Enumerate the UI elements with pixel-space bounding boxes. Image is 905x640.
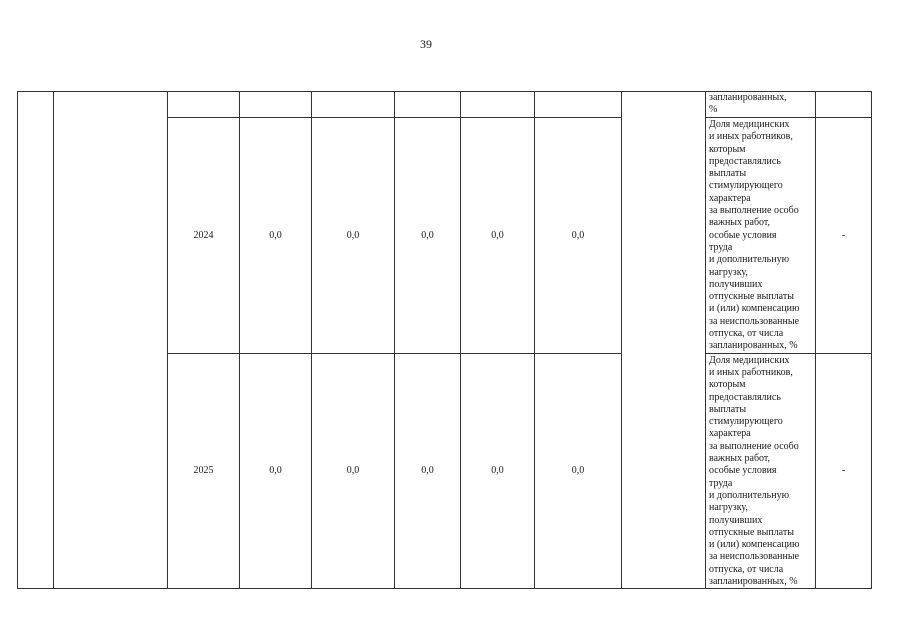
value-cell: 0,0 [312, 353, 395, 589]
indicator-target [816, 92, 872, 118]
value-cell: 0,0 [461, 118, 535, 354]
indicator-description: запланированных, % [706, 92, 816, 118]
measure-name-cell [54, 92, 168, 589]
indicator-target: - [816, 118, 872, 354]
value-cell: 0,0 [535, 118, 622, 354]
year-cell: 2024 [168, 118, 240, 354]
year-cell [168, 92, 240, 118]
value-cell: 0,0 [240, 353, 312, 589]
indicator-description: Доля медицинских и иных работников, которым предоставлялись выплаты стимулирующего характера за выполнение особо важных работ, особые условия труда и дополнительную нагрузку, получивших отпускные выплаты и (или) компенсацию за неиспользованные отпуска, от числа запланированных, % [706, 118, 816, 354]
program-table [17, 91, 872, 589]
value-cell [535, 92, 622, 118]
value-cell: 0,0 [312, 118, 395, 354]
value-cell [240, 92, 312, 118]
indicator-target: - [816, 353, 872, 589]
value-cell: 0,0 [395, 118, 461, 354]
executor-cell [622, 92, 706, 589]
value-cell [312, 92, 395, 118]
row-number-cell [18, 92, 54, 589]
value-cell: 0,0 [461, 353, 535, 589]
value-cell: 0,0 [240, 118, 312, 354]
value-cell: 0,0 [395, 353, 461, 589]
table-row [18, 92, 872, 118]
value-cell [395, 92, 461, 118]
year-cell: 2025 [168, 353, 240, 589]
value-cell [461, 92, 535, 118]
page-number: 39 [420, 37, 432, 51]
indicator-description: Доля медицинских и иных работников, которым предоставлялись выплаты стимулирующего характера за выполнение особо важных работ, особые условия труда и дополнительную нагрузку, получивших отпускные выплаты и (или) компенсацию за неиспользованные отпуска, от числа запланированных, % [706, 353, 816, 589]
value-cell: 0,0 [535, 353, 622, 589]
